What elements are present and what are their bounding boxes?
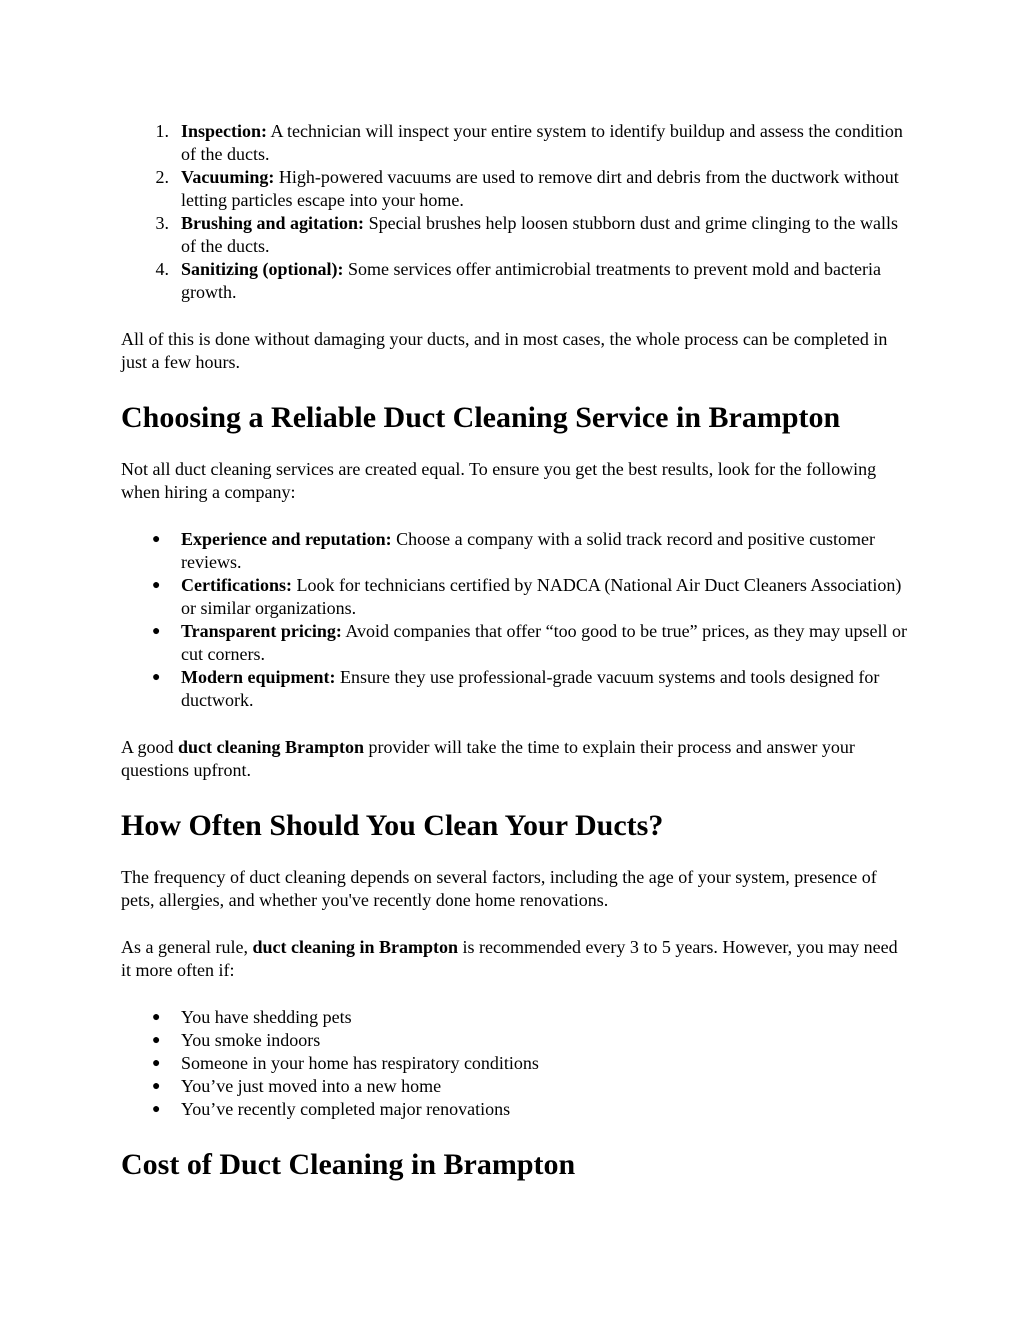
list-item [121, 1052, 911, 1075]
choosing-intro-paragraph: Not all duct cleaning services are created equal. To ensure you get the best results, look for the following when hiring a company: [121, 459, 877, 502]
section-heading-frequency: How Often Should You Clean Your Ducts? [121, 809, 664, 842]
list-item [121, 666, 911, 712]
list-item [121, 574, 911, 620]
condition-text: You’ve just moved into a new home [181, 1076, 442, 1096]
criteria-text: Avoid companies that offer “too good to be true” prices, as they may upsell or cut corners. [181, 621, 908, 664]
list-item [121, 1075, 911, 1098]
list-item [121, 212, 911, 258]
list-number: 3. [155, 213, 169, 233]
section-heading-cost: Cost of Duct Cleaning in Brampton [121, 1148, 576, 1181]
condition-text: You’ve recently completed major renovations [181, 1099, 511, 1119]
list-item [121, 620, 911, 666]
list-number: 4. [155, 259, 169, 279]
conditions-list [121, 1006, 911, 1121]
step-label: Inspection: [181, 121, 268, 141]
step-label: Sanitizing (optional): [181, 259, 344, 279]
criteria-label: Experience and reputation: [181, 529, 392, 549]
frequency-paragraph: The frequency of duct cleaning depends on several factors, including the age of your system, presence of pets, allergies, and whether you've recently done home renovations. [121, 867, 877, 910]
bullet-icon: ● [152, 624, 161, 639]
criteria-label: Certifications: [181, 575, 292, 595]
list-item [121, 528, 911, 574]
list-item [121, 1098, 911, 1121]
process-paragraph: All of this is done without damaging your ducts, and in most cases, the whole process can be completed in just a few hours. [121, 329, 888, 372]
step-text: High-powered vacuums are used to remove dirt and debris from the ductwork without letting particles escape into your home. [181, 167, 899, 210]
provider-keyword: duct cleaning Brampton [178, 737, 365, 757]
criteria-text: Look for technicians certified by NADCA (National Air Duct Cleaners Association) or similar organizations. [181, 575, 902, 618]
process-steps-list [121, 120, 911, 304]
condition-text: You smoke indoors [181, 1030, 321, 1050]
bullet-icon: ● [152, 578, 161, 593]
condition-text: Someone in your home has respiratory conditions [181, 1053, 539, 1073]
bullet-icon: ● [152, 1033, 161, 1048]
bullet-icon: ● [152, 1079, 161, 1094]
rule-text-pre: As a general rule, [121, 937, 253, 957]
list-number: 1. [155, 121, 169, 141]
bullet-icon: ● [152, 1102, 161, 1117]
step-text: Some services offer antimicrobial treatments to prevent mold and bacteria growth. [181, 259, 882, 302]
bullet-icon: ● [152, 1010, 161, 1025]
provider-paragraph [121, 736, 911, 782]
step-label: Brushing and agitation: [181, 213, 365, 233]
bullet-icon: ● [152, 532, 161, 547]
criteria-list [121, 528, 911, 712]
list-item [121, 258, 911, 304]
general-rule-paragraph [121, 936, 911, 982]
step-text: Special brushes help loosen stubborn dust and grime clinging to the walls of the ducts. [181, 213, 898, 256]
step-label: Vacuuming: [181, 167, 275, 187]
criteria-label: Modern equipment: [181, 667, 336, 687]
provider-text-pre: A good [121, 737, 179, 757]
bullet-icon: ● [152, 1056, 161, 1071]
list-number: 2. [155, 167, 169, 187]
provider-text-post: provider will take the time to explain their process and answer your questions upfront. [121, 737, 855, 780]
condition-text: You have shedding pets [181, 1007, 352, 1027]
rule-text-post: is recommended every 3 to 5 years. However, you may need it more often if: [121, 937, 898, 980]
list-item [121, 1006, 911, 1029]
criteria-text: Choose a company with a solid track record and positive customer reviews. [181, 529, 876, 572]
list-item [121, 1029, 911, 1052]
step-text: A technician will inspect your entire system to identify buildup and assess the condition of the ducts. [181, 121, 903, 164]
criteria-label: Transparent pricing: [181, 621, 342, 641]
rule-keyword: duct cleaning in Brampton [252, 937, 458, 957]
list-item [121, 120, 911, 166]
list-item [121, 166, 911, 212]
document-page [121, 120, 911, 1183]
bullet-icon: ● [152, 670, 161, 685]
section-heading-choosing: Choosing a Reliable Duct Cleaning Service in Brampton [121, 401, 841, 434]
criteria-text: Ensure they use professional-grade vacuum systems and tools designed for ductwork. [181, 667, 880, 710]
